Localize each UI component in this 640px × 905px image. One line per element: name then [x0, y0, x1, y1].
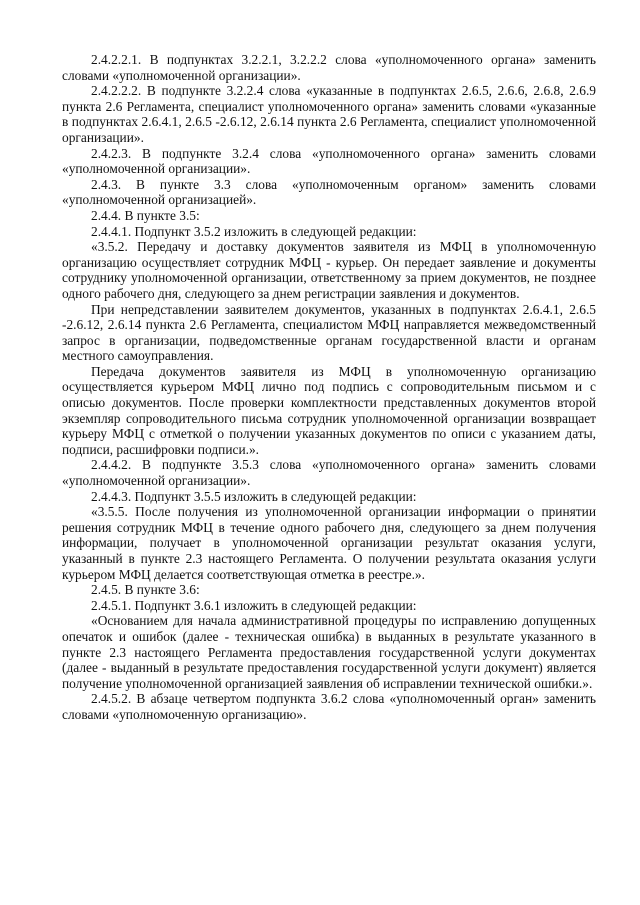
paragraph-2-4-4: 2.4.4. В пункте 3.5:: [91, 207, 200, 223]
paragraph-2-4-2-2-2: 2.4.2.2.2. В подпункте 3.2.2.4 слова «указанные в подпунктах 2.6.5, 2.6.6, 2.6.8, 2.6.9 пункта 2.6 Регламента, специалист уполномоченного органа» заменить словами «указанные в подпунктах 2.6.4.1, 2.6.5 -2.6.12, 2.6.14 пункта 2.6 Регламента, специалист уполномоченной организации».: [62, 83, 596, 145]
paragraph-2-4-2-2-1: 2.4.2.2.1. В подпунктах 3.2.2.1, 3.2.2.2 слова «уполномоченного органа» заменить словами «уполномоченной организации».: [62, 52, 596, 83]
paragraph-document-transfer: Передача документов заявителя из МФЦ в уполномоченную организацию осуществляется курьером МФЦ лично под подпись с сопроводительным письмом и с описью документов. После проверки комплектности представленных документов второй экземпляр сопроводительного письма сотрудник уполномоченной организации возвращает курьеру МФЦ с отметкой о получении указанных документов по описи с указанием даты, подписи, расшифровки подписи.».: [62, 363, 596, 457]
paragraph-2-4-4-2: 2.4.4.2. В подпункте 3.5.3 слова «уполномоченного органа» заменить словами «уполномоченной организации».: [62, 457, 596, 489]
paragraph-2-4-2-3: 2.4.2.3. В подпункте 3.2.4 слова «уполномоченного органа» заменить словами «уполномоченной организации».: [62, 145, 596, 177]
paragraph-3-6-1-quote: «Основанием для начала административной процедуры по исправлению допущенных опечаток и ошибок (далее - техническая ошибка) в выданных в результате указанного в пункте 2.3 настоящего Регламента предоставления государственной услуги документах (далее - выданный в результате предоставления государственной услуги документ) является получение уполномоченной организацией заявления об исправлении технической ошибки.».: [62, 613, 596, 691]
paragraph-interagency-request: При непредставлении заявителем документов, указанных в подпунктах 2.6.4.1, 2.6.5 -2.6.12, 2.6.14 пункта 2.6 Регламента, специалистом МФЦ направляется межведомственный запрос в организации, подведомственные органам государственной власти и органам местного самоуправления.: [62, 301, 596, 364]
paragraph-2-4-5-1: 2.4.5.1. Подпункт 3.6.1 изложить в следующей редакции:: [91, 597, 417, 613]
paragraph-2-4-5-2: 2.4.5.2. В абзаце четвертом подпункта 3.6.2 слова «уполномоченный орган» заменить словами «уполномоченную организацию».: [62, 691, 596, 722]
paragraph-3-5-2-quote: «3.5.2. Передачу и доставку документов заявителя из МФЦ в уполномоченную организацию осуществляет сотрудник МФЦ - курьер. Он передает заявление и документы сотруднику уполномоченной организации, ответственному за прием документов, не позднее одного рабочего дня, следующего за днем регистрации заявления и документов.: [62, 239, 596, 301]
paragraph-2-4-3: 2.4.3. В пункте 3.3 слова «уполномоченным органом» заменить словами «уполномоченной организацией».: [62, 176, 596, 208]
paragraph-2-4-4-1: 2.4.4.1. Подпункт 3.5.2 изложить в следующей редакции:: [91, 223, 417, 239]
document-page: [62, 52, 596, 723]
paragraph-2-4-4-3: 2.4.4.3. Подпункт 3.5.5 изложить в следующей редакции:: [91, 488, 417, 504]
paragraph-2-4-5: 2.4.5. В пункте 3.6:: [91, 582, 200, 598]
paragraph-3-5-5-quote: «3.5.5. После получения из уполномоченной организации информации о принятии решения сотрудник МФЦ в течение одного рабочего дня, следующего за днем получения информации, получает в уполномоченной организации результат оказания услуги, указанный в пункте 2.3 настоящего Регламента. О получении результата оказания услуги курьером МФЦ делается соответствующая отметка в реестре.».: [62, 504, 596, 582]
